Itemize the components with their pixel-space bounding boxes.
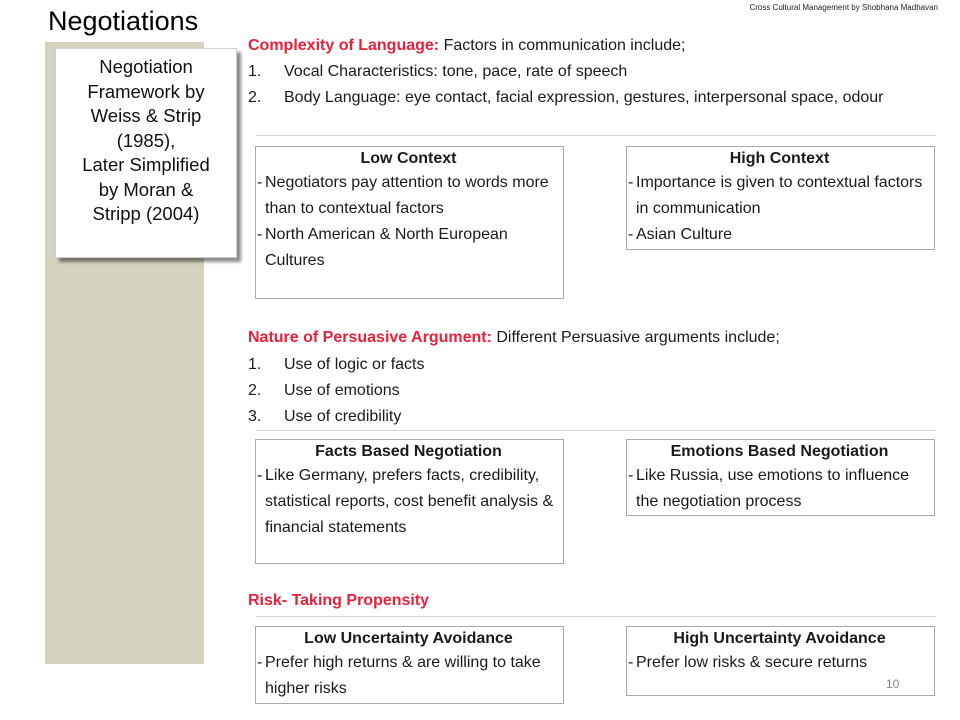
list-text: Use of emotions: [284, 382, 400, 399]
card-item: - Negotiators pay attention to words more than to contextual factors: [257, 174, 549, 217]
language-heading: [248, 35, 685, 57]
card-heading: High Context: [729, 150, 830, 167]
facts-negotiation-card: [255, 439, 564, 564]
divider: [256, 135, 936, 136]
author-credit: Cross Cultural Management by Shobhana Madhavan: [749, 3, 938, 12]
list-text: Use of credibility: [284, 408, 402, 425]
slide-title: Negotiations: [48, 6, 199, 36]
framework-line: (1985),: [116, 129, 176, 151]
list-text: Body Language: eye contact, facial expression, gestures, interpersonal space, odour: [284, 89, 884, 106]
list-number: 3.: [248, 408, 262, 425]
list-item: [248, 85, 888, 111]
list-text: Vocal Characteristics: tone, pace, rate of speech: [284, 63, 628, 80]
risk-label: Risk- Taking Propensity: [248, 592, 430, 609]
framework-line: Weiss & Strip: [90, 105, 202, 126]
low-uncertainty-card: [255, 626, 564, 704]
risk-heading: [248, 590, 429, 612]
list-text: Use of logic or facts: [284, 356, 425, 373]
list-number: 1.: [248, 63, 262, 80]
card-heading: Emotions Based Negotiation: [670, 443, 889, 460]
persuasion-list: [248, 352, 888, 430]
persuasion-heading: [248, 327, 780, 349]
language-label: Complexity of Language:: [248, 37, 440, 54]
card-item: - Like Russia, use emotions to influence the negotiation process: [628, 467, 910, 510]
card-heading: High Uncertainty Avoidance: [673, 630, 886, 647]
persuasion-intro: Different Persuasive arguments include;: [491, 329, 780, 346]
framework-line: Negotiation: [99, 56, 193, 77]
language-intro: Factors in communication include;: [439, 37, 686, 54]
persuasion-label: Nature of Persuasive Argument:: [248, 329, 492, 346]
framework-box: [55, 48, 237, 258]
framework-line: Framework by: [87, 80, 205, 102]
card-item: - North American & North European Cultures: [257, 226, 508, 269]
list-item: [248, 59, 888, 85]
card-heading: Low Uncertainty Avoidance: [304, 630, 513, 647]
list-item: [248, 404, 888, 430]
card-item: - Prefer low risks & secure returns: [628, 654, 868, 671]
list-number: 2.: [248, 89, 262, 106]
card-heading: Facts Based Negotiation: [315, 443, 502, 460]
card-item: - Asian Culture: [628, 226, 733, 243]
divider: [256, 616, 936, 617]
list-number: 2.: [248, 382, 262, 399]
list-item: [248, 352, 888, 378]
framework-line: by Moran &: [98, 178, 194, 200]
list-number: 1.: [248, 356, 262, 373]
card-item: - Prefer high returns & are willing to take higher risks: [257, 654, 541, 697]
low-context-card: [255, 146, 564, 299]
language-list: [248, 59, 888, 111]
divider: [256, 430, 936, 431]
card-item: - Like Germany, prefers facts, credibility, statistical reports, cost benefit analysis & financial statements: [257, 467, 554, 536]
high-context-card: [626, 146, 935, 250]
page-number: 10: [886, 677, 900, 691]
framework-line: Later Simplified: [82, 154, 210, 175]
emotions-negotiation-card: [626, 439, 935, 516]
list-item: [248, 378, 888, 404]
card-heading: Low Context: [360, 150, 457, 167]
framework-line: Stripp (2004): [92, 203, 200, 224]
card-item: - Importance is given to contextual factors in communication: [628, 174, 923, 217]
